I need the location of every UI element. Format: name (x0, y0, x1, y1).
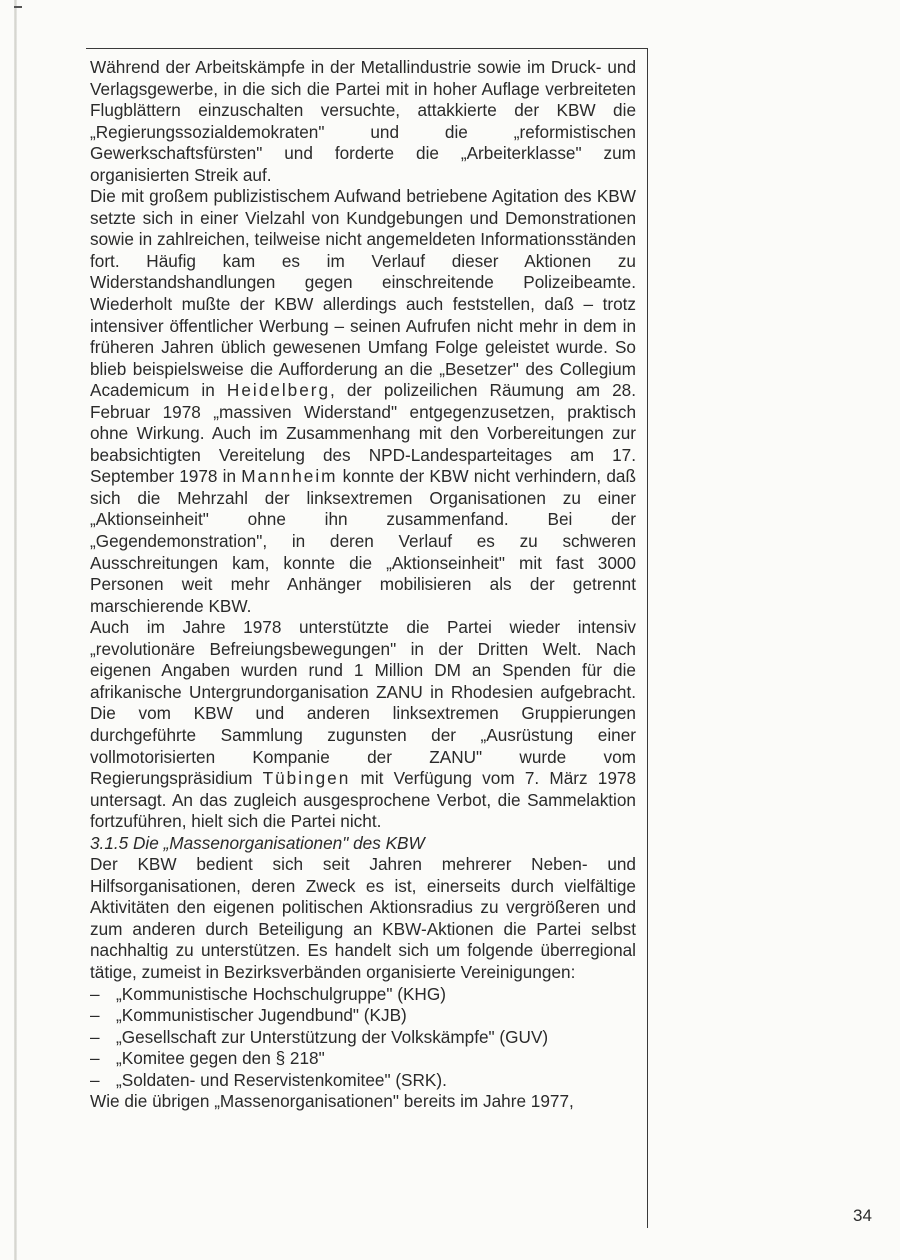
list-item-text: „Kommunistische Hochschulgruppe" (KHG) (116, 983, 446, 1004)
paragraph-4: Der KBW bedient sich seit Jahren mehrerer Neben- und Hilfsorganisationen, deren Zweck es ist, einerseits durch vielfältige Aktivitäten den eigenen politischen Aktionsradius zu vergrößeren und zum anderen durch Beteiligung an KBW-Aktionen die Partei selbst nachhaltig zu unterstützen. Es handelt sich um folgende überregional tätige, zumeist in Bezirksverbänden organisierte Vereinigungen: (90, 854, 636, 982)
list-item-text: „Soldaten- und Reservistenkomitee" (SRK). (116, 1069, 447, 1090)
list-dash: – (90, 1026, 100, 1047)
place-name-heidelberg: Heidelberg (226, 380, 331, 401)
list-dash: – (90, 983, 100, 1004)
paragraph-2-text-a: Die mit großem publizistischem Aufwand betriebene Agitation des KBW setzte sich in einer Vielzahl von Kundgebungen und Demonstrationen sowie in zahlreichen, teilweise nicht angemeldeten Informationsständen fort. Häufig kam es im Verlauf dieser Aktionen zu Widerstandshandlungen gegen einschreitende Polizeibeamte. Wiederholt mußte der KBW allerdings auch feststellen, daß – trotz intensiver öffentlicher Werbung – seinen Aufrufen nicht mehr in dem in früheren Jahren üblich gewesenen Umfang Folge geleistet wurde. So blieb beispielsweise die Aufforderung an die „Besetzer" des Collegium Academicum in (90, 186, 636, 401)
place-name-tuebingen: Tübingen (262, 768, 351, 789)
list-item-text: „Gesellschaft zur Unterstützung der Volkskämpfe" (GUV) (116, 1026, 549, 1047)
list-dash: – (90, 1069, 100, 1090)
scan-mark (14, 6, 22, 8)
list-item (90, 1027, 636, 1049)
paragraph-2 (90, 186, 636, 617)
top-rule (86, 48, 648, 49)
paragraph-2-text-b: , der polizeilichen Räumung am 28. Februar 1978 „massiven Widerstand" entgegenzusetzen, praktisch ohne Wirkung. Auch im Zusammenhang mit den Vorbereitungen zur beabsichtigten Vereitelung des NPD-Landesparteitages am 17. September 1978 in (90, 380, 637, 487)
list-dash: – (90, 1048, 100, 1069)
paragraph-5: Wie die übrigen „Massenorganisationen" bereits im Jahre 1977, (90, 1091, 574, 1112)
paragraph-3-text-b: mit Verfügung vom 7. März 1978 untersagt. An das zugleich ausgesprochene Verbot, die Sammelaktion fortzuführen, hielt sich die Partei nicht. (90, 768, 636, 832)
place-name-mannheim: Mannheim (241, 466, 338, 487)
list-item (90, 984, 636, 1006)
list-item (90, 1048, 636, 1070)
list-dash: – (90, 1005, 100, 1026)
list-item (90, 1005, 636, 1027)
page-body (90, 57, 636, 1113)
list-item (90, 1070, 636, 1092)
list-item-text: „Kommunistischer Jugendbund" (KJB) (116, 1005, 407, 1026)
scan-edge (14, 0, 17, 1260)
paragraph-1: Während der Arbeitskämpfe in der Metallindustrie sowie im Druck- und Verlagsgewerbe, in die sich die Partei mit in hoher Auflage verbreiteten Flugblättern einzuschalten versuchte, attakkierte der KBW die „Regierungssozialdemokraten" und die „reformistischen Gewerkschaftsfürsten" und forderte die „Arbeiterklasse" zum organisierten Streik auf. (90, 57, 636, 185)
paragraph-3 (90, 617, 636, 832)
section-heading: 3.1.5 Die „Massenorganisationen" des KBW (90, 832, 425, 853)
page-number: 34 (853, 1206, 872, 1225)
organization-list (90, 984, 636, 1092)
list-item-text: „Komitee gegen den § 218" (116, 1048, 325, 1069)
paragraph-2-text-c: konnte der KBW nicht verhindern, daß sich die Mehrzahl der linksextremen Organisationen zu einer „Aktionseinheit" ohne ihn zusammenfand. Bei der „Gegendemonstration", in deren Verlauf es zu schweren Ausschreitungen kam, konnte die „Aktionseinheit" mit fast 3000 Personen weit mehr Anhänger mobilisieren als der getrennt marschierende KBW. (90, 466, 636, 616)
paragraph-3-text-a: Auch im Jahre 1978 unterstützte die Partei wieder intensiv „revolutionäre Befreiungsbewegungen" in der Dritten Welt. Nach eigenen Angaben wurden rund 1 Million DM an Spenden für die afrikanische Untergrundorganisation ZANU in Rhodesien aufgebracht. Die vom KBW und anderen linksextremen Gruppierungen durchgeführte Sammlung zugunsten der „Ausrüstung einer vollmotorisierten Kompanie der ZANU" wurde vom Regierungspräsidium (90, 617, 636, 789)
margin-rule (647, 48, 648, 1228)
